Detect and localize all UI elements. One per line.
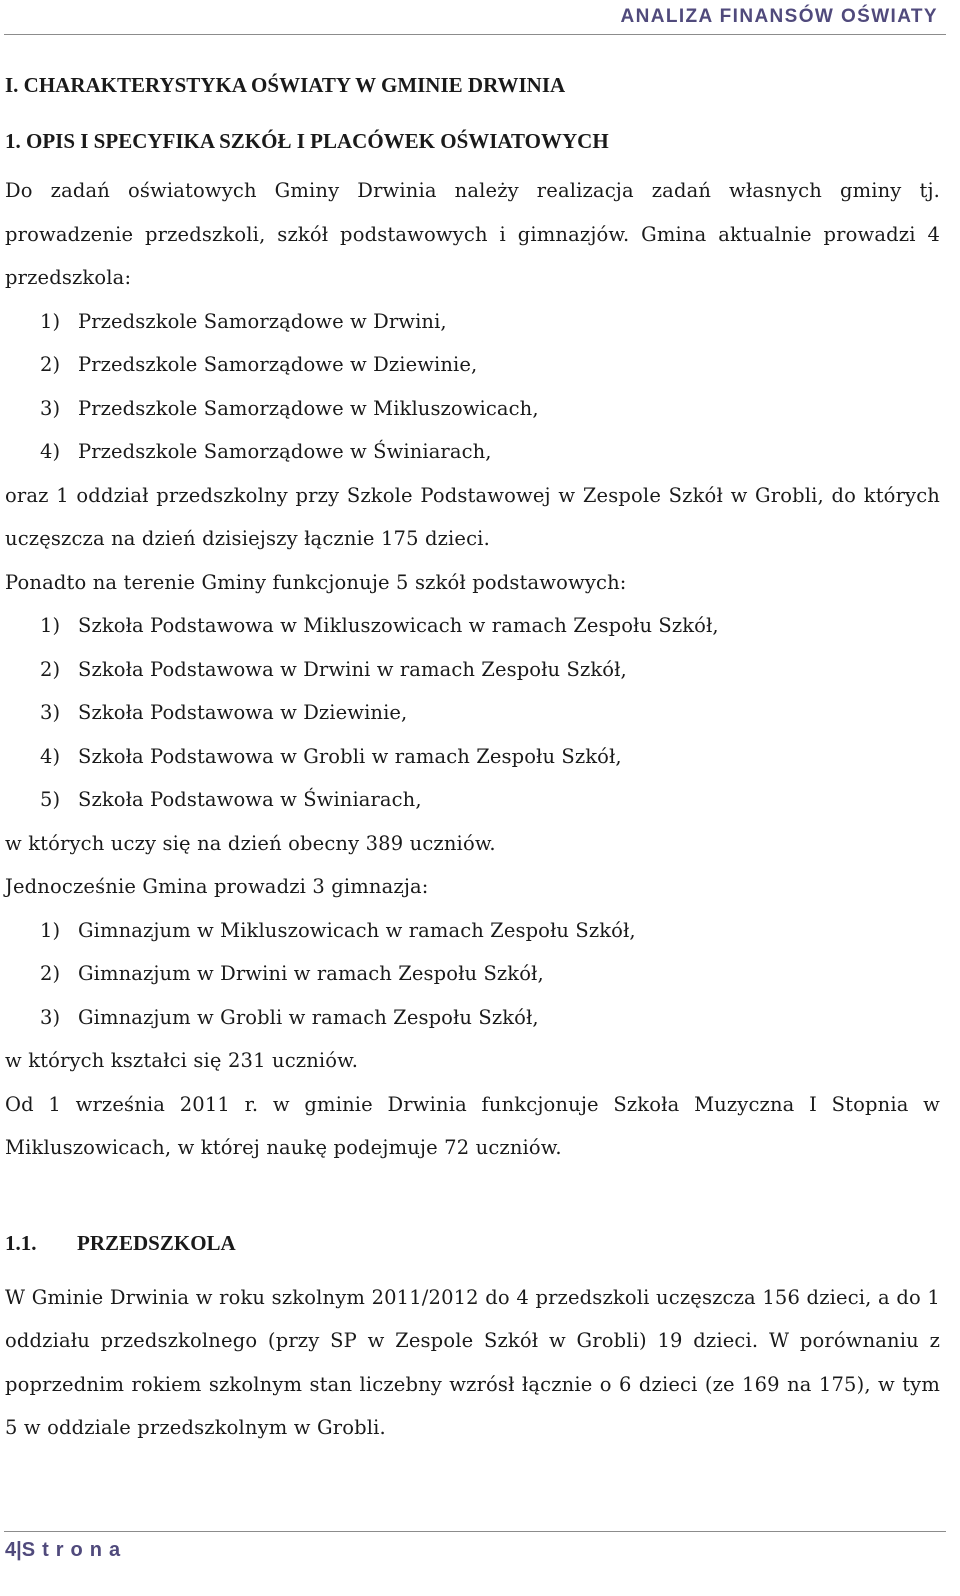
list-item-text: Szkoła Podstawowa w Grobli w ramach Zespołu Szkół, <box>78 744 622 768</box>
section-1-1-heading <box>5 1228 940 1258</box>
page-number: 4 <box>5 1539 17 1561</box>
list-item-text: Szkoła Podstawowa w Mikluszowicach w ramach Zespołu Szkół, <box>78 614 719 637</box>
list-item-text: Przedszkole Samorządowe w Drwini, <box>78 309 447 333</box>
list-item <box>5 387 940 431</box>
list-item-number: 2) <box>40 657 61 681</box>
list-item <box>5 778 940 822</box>
list-item <box>5 604 940 648</box>
list-item-text: Gimnazjum w Mikluszowicach w ramach Zespołu Szkół, <box>78 918 636 942</box>
list-item <box>5 430 940 474</box>
list-item-number: 3) <box>40 396 61 420</box>
list-item-text: Szkoła Podstawowa w Świniarach, <box>78 788 422 811</box>
preschool-list <box>5 300 940 474</box>
list-item <box>5 343 940 387</box>
running-header: ANALIZA FINANSÓW OŚWIATY <box>620 6 938 27</box>
gymnasiums-note: w których kształci się 231 uczniów. <box>5 1049 359 1072</box>
footer-separator: | <box>16 1539 22 1561</box>
primary-schools-intro: Ponadto na terenie Gminy funkcjonuje 5 szkół podstawowych: <box>5 570 627 594</box>
primary-schools-note: w których uczy się na dzień obecny 389 uczniów. <box>5 831 496 855</box>
gymnasiums-intro: Jednocześnie Gmina prowadzi 3 gimnazja: <box>5 875 429 898</box>
header-divider <box>4 34 946 35</box>
list-item-text: Przedszkole Samorządowe w Świniarach, <box>78 440 492 463</box>
list-item-number: 4) <box>40 744 61 768</box>
section-title: I. CHARAKTERYSTYKA OŚWIATY W GMINIE DRWINIA <box>5 73 566 97</box>
list-item <box>5 300 940 344</box>
list-item-number: 2) <box>40 962 61 985</box>
list-item-text: Przedszkole Samorządowe w Dziewinie, <box>78 353 478 376</box>
section-heading-text: PRZEDSZKOLA <box>77 1230 236 1255</box>
list-item-number: 1) <box>40 614 61 637</box>
list-item <box>5 691 940 735</box>
list-item-number: 3) <box>40 1005 61 1029</box>
intro-paragraph: Do zadań oświatowych Gminy Drwinia należy realizacja zadań własnych gminy tj. prowadzenie przedszkoli, szkół podstawowych i gimnazjów. Gmina aktualnie prowadzi 4 przedszkola: <box>5 179 940 289</box>
list-item <box>5 996 940 1040</box>
page-footer <box>5 1539 127 1562</box>
list-item-text: Gimnazjum w Drwini w ramach Zespołu Szkół, <box>78 962 544 985</box>
document-body <box>5 70 940 1450</box>
list-item-text: Przedszkole Samorządowe w Mikluszowicach, <box>78 396 539 420</box>
list-item-text: Gimnazjum w Grobli w ramach Zespołu Szkół, <box>78 1005 539 1029</box>
preschools-note: oraz 1 oddział przedszkolny przy Szkole Podstawowej w Zespole Szkół w Grobli, do których uczęszcza na dzień dzisiejszy łącznie 175 dzieci. <box>5 483 940 550</box>
music-school-paragraph: Od 1 września 2011 r. w gminie Drwinia funkcjonuje Szkoła Muzyczna I Stopnia w Mikluszowicach, w której naukę podejmuje 72 uczniów. <box>5 1092 940 1159</box>
list-item <box>5 909 940 953</box>
footer-label: Strona <box>21 1539 128 1561</box>
primary-school-list <box>5 604 940 822</box>
list-item-text: Szkoła Podstawowa w Dziewinie, <box>78 701 408 724</box>
list-item-text: Szkoła Podstawowa w Drwini w ramach Zespołu Szkół, <box>78 657 627 681</box>
footer-divider <box>4 1531 946 1532</box>
list-item-number: 5) <box>40 788 61 811</box>
list-item-number: 1) <box>40 309 61 333</box>
list-item-number: 1) <box>40 918 61 942</box>
list-item-number: 2) <box>40 353 61 376</box>
list-item <box>5 952 940 996</box>
preschool-paragraph: W Gminie Drwinia w roku szkolnym 2011/2012 do 4 przedszkoli uczęszcza 156 dzieci, a do 1 oddziału przedszkolnego (przy SP w Zespole Szkół w Grobli) 19 dzieci. W porównaniu z poprzednim rokiem szkolnym stan liczebny wzrósł łącznie o 6 dzieci (ze 169 na 175), w tym 5 w oddziale przedszkolnym w Grobli. <box>5 1285 940 1439</box>
list-item-number: 3) <box>40 701 61 724</box>
list-item-number: 4) <box>40 440 61 463</box>
gymnasium-list <box>5 909 940 1040</box>
list-item <box>5 735 940 779</box>
list-item <box>5 648 940 692</box>
subsection-title: 1. OPIS I SPECYFIKA SZKÓŁ I PLACÓWEK OŚWIATOWYCH <box>5 129 609 153</box>
section-number: 1.1. <box>5 1230 37 1255</box>
